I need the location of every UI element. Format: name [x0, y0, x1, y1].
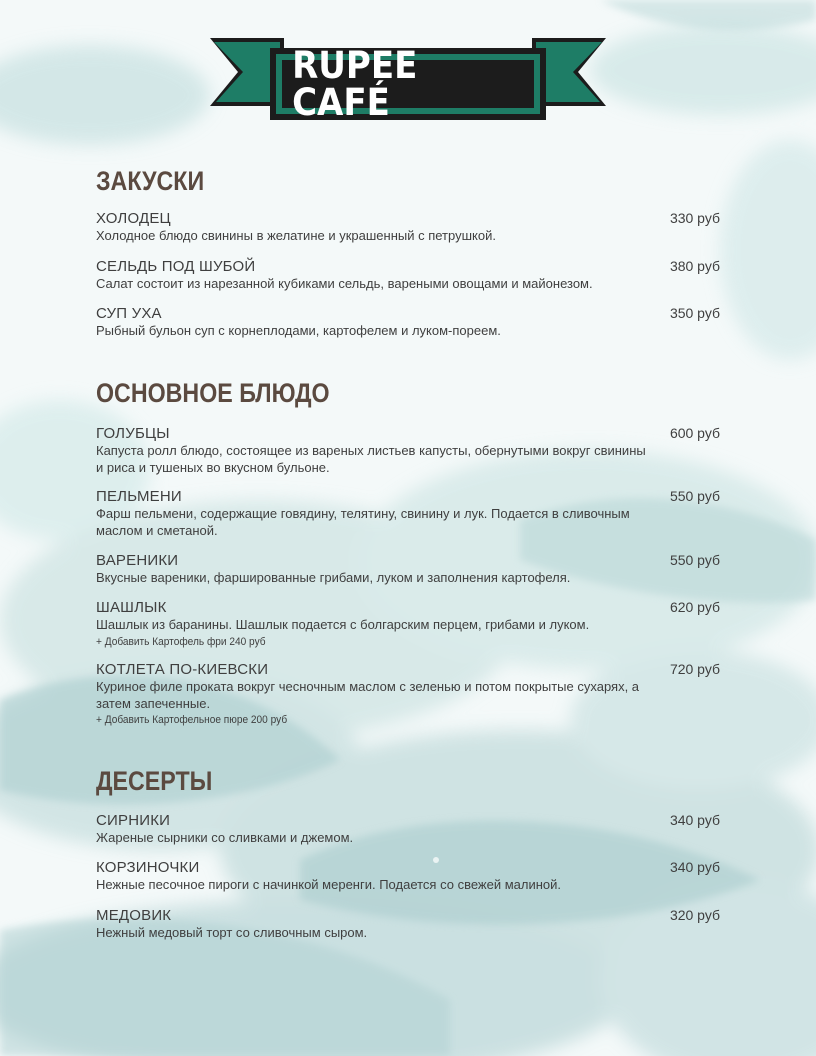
item-name: МЕДОВИК: [96, 907, 172, 924]
item-price: 340 руб: [669, 812, 720, 828]
menu-item: [96, 425, 720, 476]
menu-item: [96, 210, 720, 245]
item-name: СИРНИКИ: [96, 812, 171, 829]
item-price: 380 руб: [669, 258, 720, 274]
item-description: Куриное филе проката вокруг чесночным маслом с зеленью и потом покрытые сухарях, а затем запеченные.: [96, 679, 640, 711]
item-description: Фарш пельмени, содержащие говядину, телятину, свинину и лук. Подается в сливочным маслом и сметаной.: [96, 506, 630, 538]
section-title: ДЕСЕРТЫ: [96, 766, 213, 796]
section-appetizers: [96, 166, 720, 356]
item-description: Рыбный бульон суп с корнеплодами, картофелем и луком-пореем.: [96, 323, 501, 338]
item-name: ВАРЕНИКИ: [96, 552, 179, 569]
item-price: 620 руб: [669, 599, 720, 615]
item-addon: + Добавить Картофель фри 240 руб: [96, 635, 266, 648]
item-name: ШАШЛЫК: [96, 599, 167, 616]
item-description: Салат состоит из нарезанной кубиками сельдь, вареными овощами и майонезом.: [96, 276, 593, 291]
section-main-course: [96, 378, 720, 738]
item-price: 720 руб: [669, 661, 720, 677]
item-name: КОРЗИНОЧКИ: [96, 859, 200, 876]
item-name: КОТЛЕТА ПО-КИЕВСКИ: [96, 661, 269, 678]
menu-item: [96, 305, 720, 340]
item-addon: + Добавить Картофельное пюре 200 руб: [96, 714, 288, 726]
item-name: ХОЛОДЕЦ: [96, 210, 171, 227]
item-name: ПЕЛЬМЕНИ: [96, 488, 182, 505]
item-price: 600 руб: [669, 425, 720, 441]
item-description: Нежный медовый торт со сливочным сыром.: [96, 925, 368, 940]
item-price: 340 руб: [669, 859, 720, 875]
item-price: 350 руб: [669, 305, 720, 321]
menu-item: [96, 907, 720, 942]
item-price: 330 руб: [669, 210, 720, 226]
menu-item: [96, 661, 720, 727]
item-name: ГОЛУБЦЫ: [96, 425, 170, 442]
menu-item: [96, 812, 720, 847]
brand-name: RUPEE CAFÉ: [292, 44, 418, 124]
menu-item: [96, 599, 720, 649]
item-description: Шашлык из баранины. Шашлык подается с болгарским перцем, грибами и луком.: [96, 617, 590, 632]
menu-item: [96, 859, 720, 894]
item-price: 550 руб: [669, 488, 720, 504]
item-name: СУП УХА: [96, 305, 162, 322]
menu-item: [96, 258, 720, 293]
menu-item: [96, 488, 720, 539]
item-description: Нежные песочное пироги с начинкой меренги. Подается со свежей малиной.: [96, 877, 562, 892]
item-name: СЕЛЬДЬ ПОД ШУБОЙ: [96, 258, 256, 275]
item-price: 550 руб: [669, 552, 720, 568]
item-description: Капуста ролл блюдо, состоящее из вареных листьев капусты, обернутыми вокруг свинины и риса и тушеных во вкусном бульоне.: [96, 443, 646, 475]
section-title: ЗАКУСКИ: [96, 166, 205, 196]
section-title: ОСНОВНОЕ БЛЮДО: [96, 378, 330, 408]
item-description: Жареные сырники со сливками и джемом.: [96, 830, 354, 845]
menu-item: [96, 552, 720, 587]
item-description: Холодное блюдо свинины в желатине и украшенный с петрушкой.: [96, 228, 496, 243]
brand-logo: [210, 34, 606, 122]
section-desserts: [96, 766, 720, 946]
item-price: 320 руб: [669, 907, 720, 923]
item-description: Вкусные вареники, фаршированные грибами, луком и заполнения картофеля.: [96, 570, 571, 585]
